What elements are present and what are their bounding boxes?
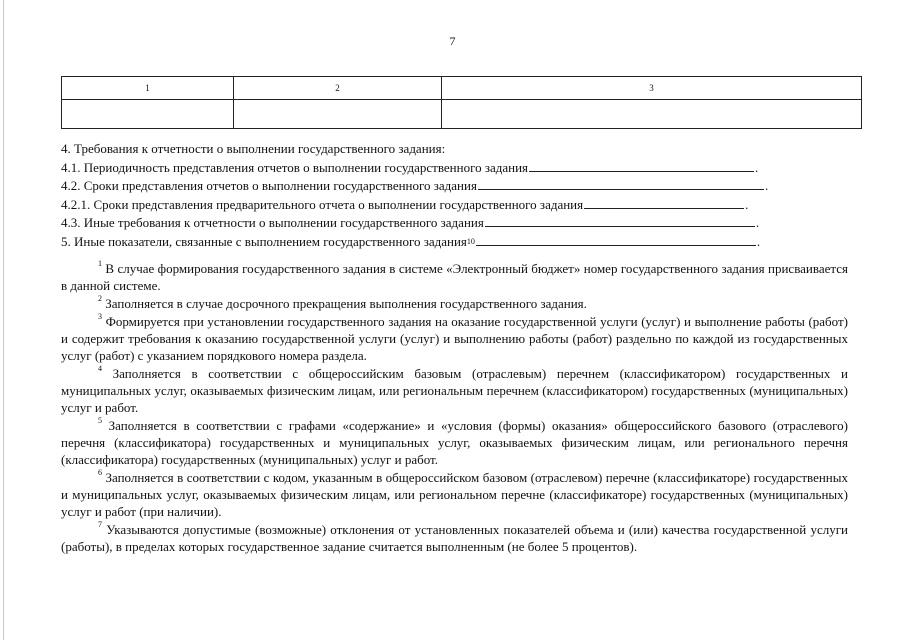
footnote-number: 4 <box>98 363 102 373</box>
blank-fill-line <box>584 207 744 209</box>
line-end-dot: . <box>755 215 760 230</box>
requirement-text: 4.2.1. Сроки представления предварительного отчета о выполнении государственного задания <box>61 196 584 212</box>
line-end-dot: . <box>745 196 749 212</box>
requirement-line <box>61 140 861 159</box>
footnote <box>61 469 848 520</box>
table-header-cell: 3 <box>442 77 862 100</box>
requirement-text: 4.1. Периодичность представления отчетов о выполнении государственного задания <box>61 159 529 175</box>
reporting-requirements <box>61 140 861 251</box>
line-end-dot: . <box>764 178 769 193</box>
table-cell <box>62 100 234 129</box>
blank-fill-line <box>476 244 756 246</box>
footnote-text: Заполняется в соответствии с кодом, указанным в общероссийском базовом (отраслевом) перечне (классификаторе) государственных и муниципальных услуг, оказываемых физическим лицам, или региональном перечне (классификаторе) государственных (муниципальных) услуг и работ (при наличии). <box>61 470 848 519</box>
footnote <box>61 260 848 294</box>
footnote-text: Формируется при установлении государственного задания на оказание государственной услуги (услуг) и выполнение работы (работ) и содержит требования к оказанию государственной услуги (услуг) и выполнению работы (работ) раздельно по каждой из государственных услуг (работ) с указанием порядкового номера раздела. <box>61 314 848 363</box>
table-cell <box>234 100 442 129</box>
line-end-dot: . <box>755 159 759 175</box>
footnote <box>61 313 848 364</box>
footnotes <box>61 260 848 555</box>
footnote-text: Заполняется в случае досрочного прекращения выполнения государственного задания. <box>102 296 587 311</box>
footnote-number: 3 <box>98 311 102 321</box>
requirement-text: 4.3. Иные требования к отчетности о выполнении государственного задания <box>61 215 484 230</box>
footnote <box>61 417 848 468</box>
footnote-number: 7 <box>98 519 102 529</box>
blank-fill-line <box>529 170 754 172</box>
requirement-line <box>61 196 861 215</box>
table-cell <box>442 100 862 129</box>
footnote <box>61 295 848 312</box>
footnote-number: 1 <box>98 258 102 268</box>
line-end-dot: . <box>756 233 761 249</box>
blank-fill-line <box>485 225 755 227</box>
requirement-text: 5. Иные показатели, связанные с выполнением государственного задания <box>61 233 467 249</box>
footnote-text: Заполняется в соответствии с графами «содержание» и «условия (формы) оказания» общероссийского базового (отраслевого) перечня (классификатора) государственных и муниципальных услуг, оказываемых физическим лицам, или регионального перечня (классификатора) государственных (муниципальных) услуг и работ. <box>61 418 848 467</box>
table-row <box>62 100 862 129</box>
page-edge-line <box>3 0 4 640</box>
footnote-number: 5 <box>98 415 102 425</box>
table-header-row <box>62 77 862 100</box>
requirement-line <box>61 177 861 196</box>
requirement-text: 4.2. Сроки представления отчетов о выполнении государственного задания <box>61 178 477 193</box>
footnote-text: Заполняется в соответствии с общероссийским базовым (отраслевым) перечнем (классификатором) государственных и муниципальных услуг, оказываемых физическим лицам, или региональным перечнем (классификатором) государственных (муниципальных) услуг и работ. <box>61 366 848 415</box>
footnote-number: 6 <box>98 467 102 477</box>
footnote-text: Указываются допустимые (возможные) отклонения от установленных показателей объема и (или) качества государственной услуги (работы), в пределах которых государственное задание считается выполненным (не более 5 процентов). <box>61 522 848 554</box>
footnote-text: В случае формирования государственного задания в системе «Электронный бюджет» номер государственного задания присваивается в данной системе. <box>61 261 848 293</box>
footnote <box>61 521 848 555</box>
table-header-cell: 2 <box>234 77 442 100</box>
page-number: 7 <box>449 34 456 48</box>
requirement-line <box>61 159 861 178</box>
blank-fill-line <box>478 188 764 190</box>
requirement-text: 4. Требования к отчетности о выполнении государственного задания: <box>61 141 446 156</box>
footnote <box>61 365 848 416</box>
requirement-line <box>61 214 861 233</box>
column-number-table <box>61 76 862 129</box>
requirement-line: 5. Иные показатели, связанные с выполнением государственного задания $^{10}$ . <box>61 233 861 252</box>
table-header-cell: 1 <box>62 77 234 100</box>
footnote-number: 2 <box>98 293 102 303</box>
